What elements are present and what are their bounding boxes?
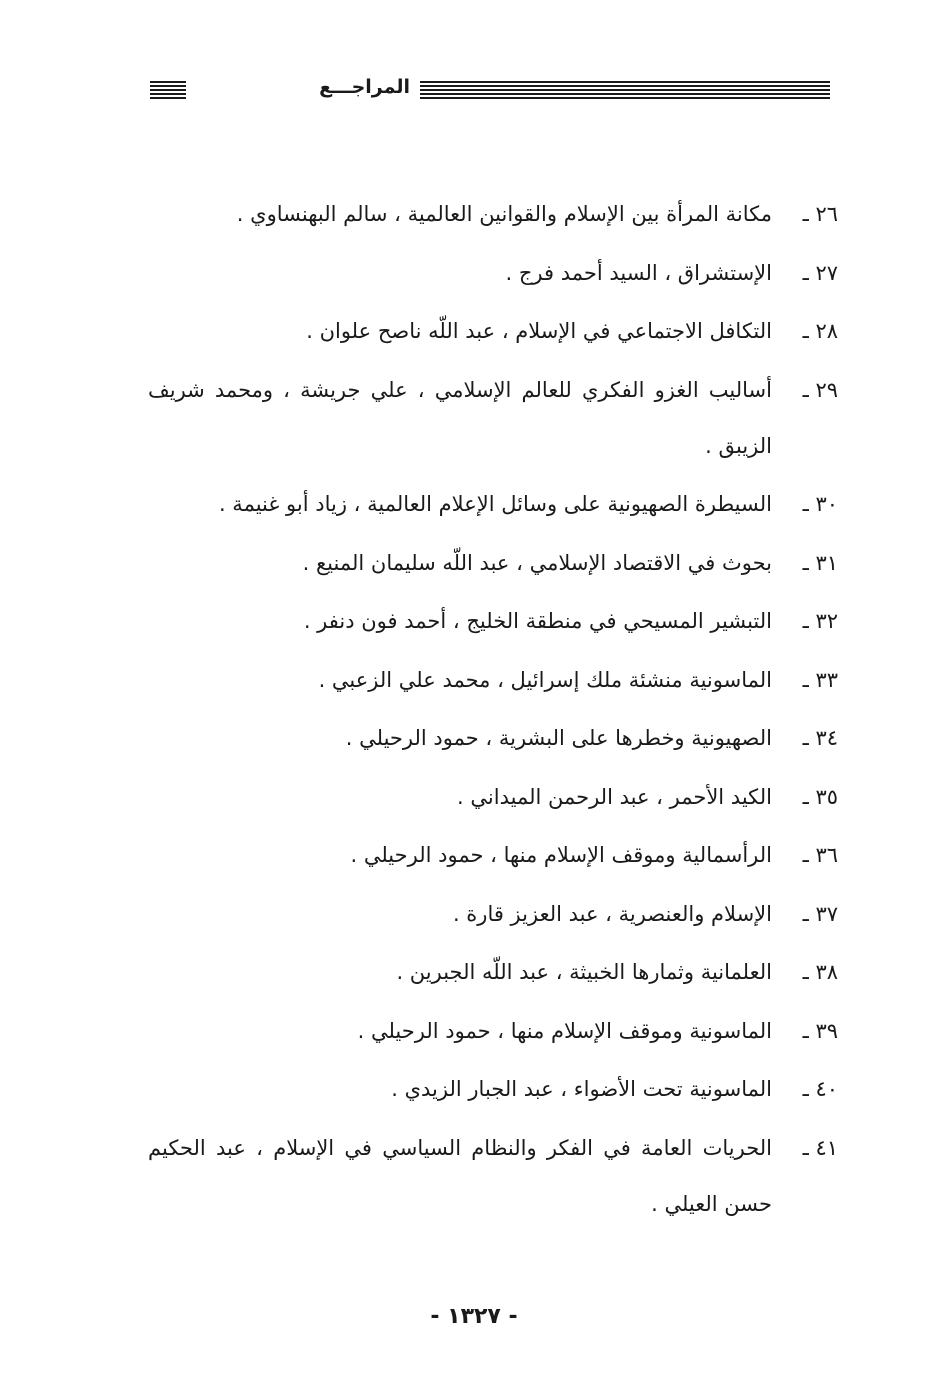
reference-number: ٤٠ ـ	[802, 1077, 838, 1101]
reference-number: ٣٣ ـ	[802, 667, 838, 692]
reference-text: السيطرة الصهيونية على وسائل الإعلام العالمية ، زياد أبو غنيمة .	[218, 492, 772, 516]
reference-text: الحريات العامة في الفكر والنظام السياسي في الإسلام ، عبد الحكيم حسن العيلي .	[148, 1135, 772, 1216]
header-rule-short	[150, 81, 186, 101]
reference-item	[148, 886, 838, 942]
reference-text: العلمانية وثمارها الخبيثة ، عبد اللّه الجبرين .	[396, 960, 772, 984]
reference-item	[148, 593, 838, 649]
reference-number: ٣٩ ـ	[802, 1018, 838, 1043]
reference-number: ٣٧ ـ	[802, 901, 838, 926]
reference-number: ٣٠ ـ	[802, 492, 838, 516]
reference-text: بحوث في الاقتصاد الإسلامي ، عبد اللّه سليمان المنيع .	[302, 550, 772, 575]
reference-text: التبشير المسيحي في منطقة الخليج ، أحمد فون دنفر .	[303, 609, 772, 633]
page-number: - ١٣٢٧ -	[430, 1304, 518, 1329]
reference-list	[148, 186, 838, 1234]
reference-item	[148, 769, 838, 825]
reference-number: ٣٦ ـ	[802, 843, 838, 867]
reference-text: الماسونية وموقف الإسلام منها ، حمود الرحيلي .	[357, 1018, 772, 1043]
reference-number: ٣٨ ـ	[802, 960, 838, 984]
reference-number: ٢٩ ـ	[802, 377, 838, 402]
reference-item	[148, 652, 838, 708]
reference-item	[148, 476, 838, 532]
reference-item	[148, 245, 838, 301]
header-rule-long	[420, 81, 830, 101]
reference-number: ٣١ ـ	[802, 550, 838, 575]
reference-item	[148, 710, 838, 766]
reference-item	[148, 303, 838, 359]
reference-number: ٢٨ ـ	[802, 319, 838, 343]
reference-number: ٢٧ ـ	[802, 260, 838, 285]
reference-item	[148, 1061, 838, 1117]
reference-number: ٣٢ ـ	[802, 609, 838, 633]
header-title: المراجـــع	[319, 76, 410, 98]
reference-text: مكانة المرأة بين الإسلام والقوانين العالمية ، سالم البهنساوي .	[236, 202, 772, 226]
reference-number: ٣٤ ـ	[802, 726, 838, 750]
reference-item	[148, 827, 838, 883]
reference-number: ٣٥ ـ	[802, 784, 838, 809]
reference-item	[148, 535, 838, 591]
reference-item	[148, 186, 838, 242]
reference-text: الإستشراق ، السيد أحمد فرج .	[505, 260, 772, 285]
reference-text: أساليب الغزو الفكري للعالم الإسلامي ، علي جريشة ، ومحمد شريف الزيبق .	[148, 377, 772, 458]
reference-item	[148, 944, 838, 1000]
reference-text: الماسونية تحت الأضواء ، عبد الجبار الزيدي .	[391, 1077, 772, 1101]
reference-text: الماسونية منشئة ملك إسرائيل ، محمد علي الزعبي .	[318, 667, 772, 692]
reference-text: الصهيونية وخطرها على البشرية ، حمود الرحيلي .	[345, 726, 772, 750]
reference-number: ٢٦ ـ	[802, 202, 838, 226]
reference-item	[148, 1003, 838, 1059]
reference-text: الرأسمالية وموقف الإسلام منها ، حمود الرحيلي .	[350, 843, 772, 867]
reference-text: التكافل الاجتماعي في الإسلام ، عبد اللّه ناصح علوان .	[306, 319, 772, 343]
reference-text: الكيد الأحمر ، عبد الرحمن الميداني .	[457, 784, 772, 809]
running-header	[150, 78, 830, 104]
reference-item	[148, 362, 838, 474]
reference-number: ٤١ ـ	[802, 1135, 838, 1160]
reference-text: الإسلام والعنصرية ، عبد العزيز قارة .	[452, 901, 772, 926]
reference-item	[148, 1120, 838, 1232]
